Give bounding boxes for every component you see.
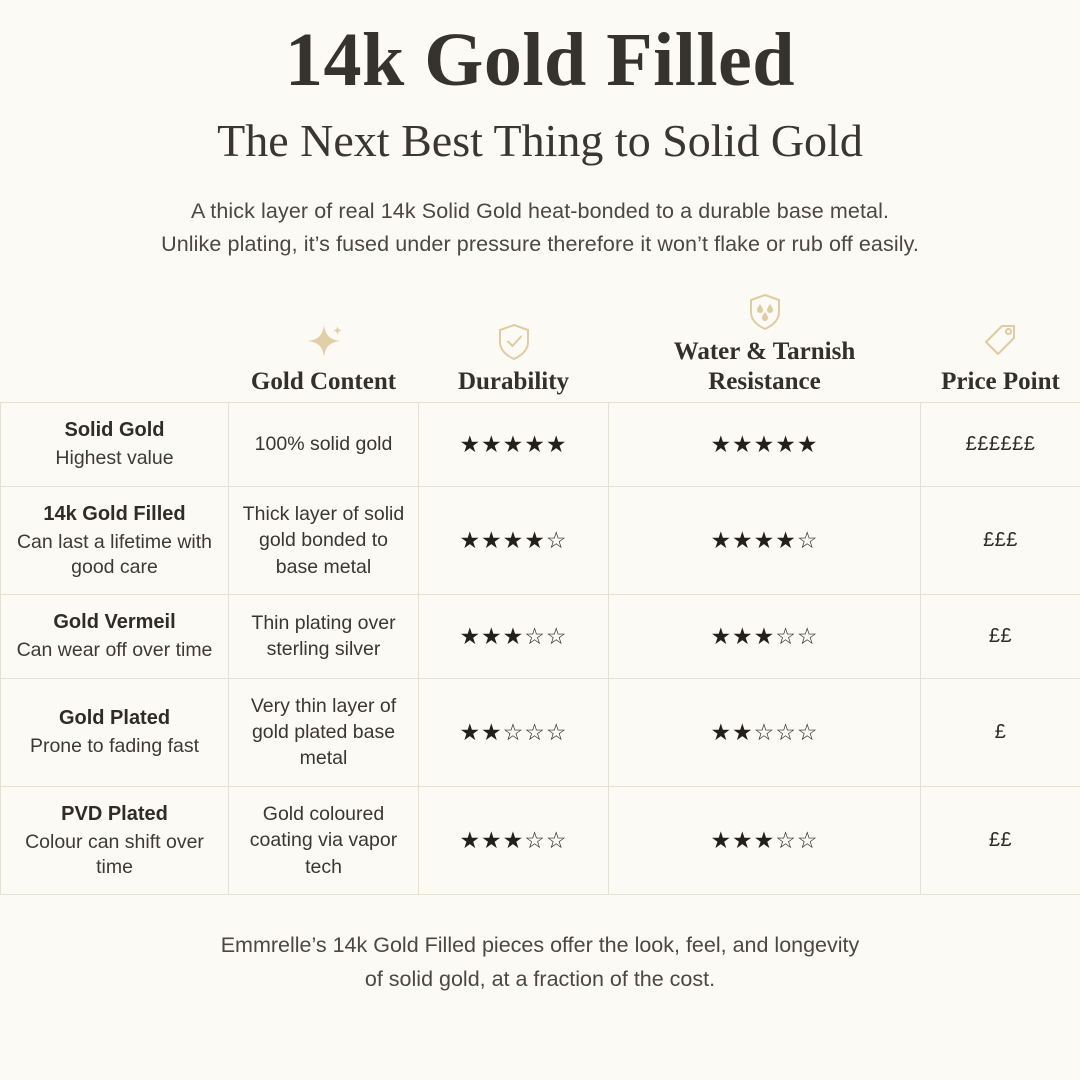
cell-gold-content: Thick layer of solid gold bonded to base metal <box>229 486 419 595</box>
shield-check-icon <box>425 321 603 363</box>
footer-text <box>0 929 1080 996</box>
row-name: Gold Vermeil <box>53 611 176 634</box>
durability-stars: ★★★★☆ <box>459 526 568 553</box>
cell-durability <box>419 786 609 895</box>
cell-price <box>921 486 1080 595</box>
cell-durability <box>419 678 609 786</box>
header <box>0 0 1080 261</box>
cell-gold-content: Thin plating over sterling silver <box>229 595 419 678</box>
cell-resistance <box>609 678 921 786</box>
table-body <box>1 403 1080 895</box>
price-value: £££ <box>983 528 1018 551</box>
cell-price <box>921 678 1080 786</box>
footer-line-2: of solid gold, at a fraction of the cost. <box>364 966 716 991</box>
row-name: PVD Plated <box>61 802 168 825</box>
durability-stars: ★★★☆☆ <box>459 622 568 649</box>
price-value: ££ <box>988 624 1013 647</box>
intro-text <box>0 195 1080 262</box>
cell-resistance <box>609 403 921 486</box>
row-description: Highest value <box>55 447 174 470</box>
table-header <box>1 291 1080 403</box>
intro-line-1: A thick layer of real 14k Solid Gold heat-bonded to a durable base metal. <box>190 198 890 223</box>
sparkle-icon <box>235 321 413 363</box>
cell-gold-content: Very thin layer of gold plated base metal <box>229 678 419 786</box>
column-header-blank <box>1 291 229 403</box>
row-description: Can wear off over time <box>16 639 213 662</box>
page-title: 14k Gold Filled <box>284 18 796 102</box>
price-value: ££££££ <box>965 432 1036 455</box>
column-header-durability <box>419 291 609 403</box>
resistance-stars: ★★★☆☆ <box>710 622 819 649</box>
durability-stars: ★★☆☆☆ <box>459 718 568 745</box>
resistance-stars: ★★☆☆☆ <box>710 718 819 745</box>
row-description: Colour can shift over time <box>25 830 204 878</box>
cell-resistance <box>609 786 921 895</box>
intro-line-2: Unlike plating, it’s fused under pressure therefore it won’t flake or rub off easily. <box>161 231 919 256</box>
cell-durability <box>419 486 609 595</box>
resistance-stars: ★★★☆☆ <box>710 826 819 853</box>
comparison-table <box>0 291 1080 895</box>
column-header-gold-content-label: Gold Content <box>250 367 397 395</box>
column-header-water-tarnish-resistance-label: Water & Tarnish Resistance <box>673 338 856 395</box>
table-row <box>1 786 1080 895</box>
column-header-price-point <box>921 291 1080 403</box>
price-value: ££ <box>988 828 1013 851</box>
price-value: £ <box>994 720 1007 743</box>
row-label-cell <box>1 403 229 486</box>
page-subtitle: The Next Best Thing to Solid Gold <box>217 115 863 166</box>
durability-stars: ★★★☆☆ <box>459 826 568 853</box>
cell-durability <box>419 595 609 678</box>
cell-resistance <box>609 595 921 678</box>
durability-stars: ★★★★★ <box>459 430 568 457</box>
cell-price <box>921 595 1080 678</box>
cell-gold-content: Gold coloured coating via vapor tech <box>229 786 419 895</box>
row-name: 14k Gold Filled <box>43 502 186 525</box>
resistance-stars: ★★★★☆ <box>710 526 819 553</box>
table-row <box>1 486 1080 595</box>
column-header-gold-content <box>229 291 419 403</box>
cell-gold-content: 100% solid gold <box>229 403 419 486</box>
row-label-cell <box>1 786 229 895</box>
row-label-cell <box>1 595 229 678</box>
row-label-cell <box>1 678 229 786</box>
table-row <box>1 403 1080 486</box>
column-header-water-tarnish-resistance <box>609 291 921 403</box>
cell-price <box>921 403 1080 486</box>
table-row <box>1 595 1080 678</box>
row-description: Prone to fading fast <box>29 734 200 757</box>
resistance-stars: ★★★★★ <box>710 430 819 457</box>
cell-durability <box>419 403 609 486</box>
cell-resistance <box>609 486 921 595</box>
row-name: Gold Plated <box>58 706 171 729</box>
comparison-table-wrap <box>0 291 1080 895</box>
price-tag-icon <box>927 321 1075 363</box>
footer-line-1: Emmrelle’s 14k Gold Filled pieces offer the look, feel, and longevity <box>220 933 860 958</box>
shield-droplets-icon <box>615 291 915 333</box>
cell-price <box>921 786 1080 895</box>
row-name: Solid Gold <box>64 419 165 442</box>
table-row <box>1 678 1080 786</box>
table-header-row <box>1 291 1080 403</box>
column-header-price-point-label: Price Point <box>941 367 1060 395</box>
row-label-cell <box>1 486 229 595</box>
row-description: Can last a lifetime with good care <box>16 530 213 578</box>
column-header-durability-label: Durability <box>457 367 570 395</box>
